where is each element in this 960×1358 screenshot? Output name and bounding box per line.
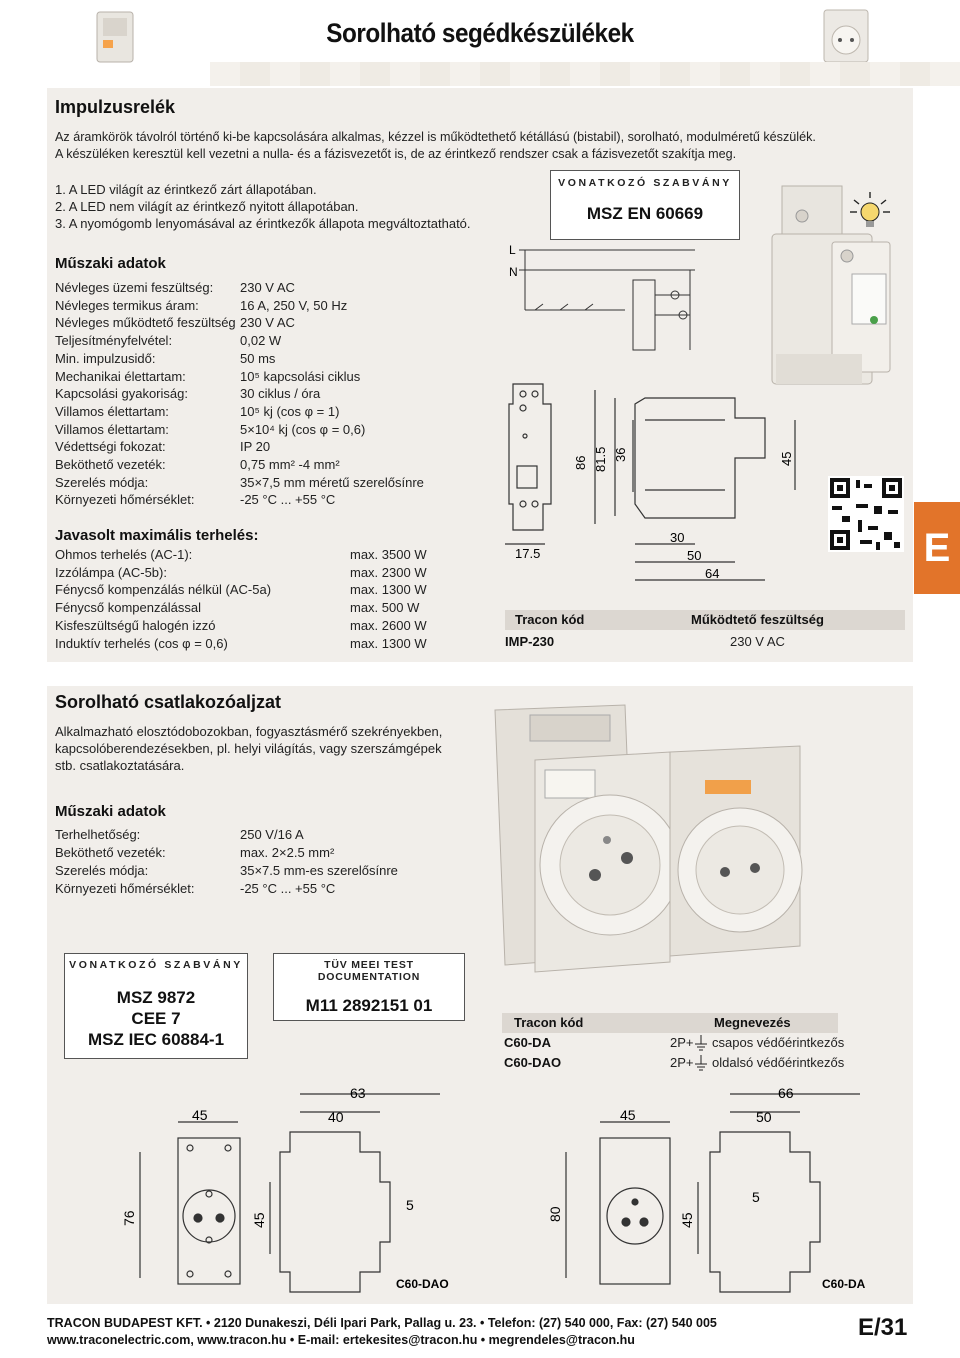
socket-intro-2: kapcsolóberendezésekben, pl. helyi világítás, vagy szerszámgépek [55,741,442,756]
dim-86: 86 [573,455,588,470]
socket-row-1-code: C60-DA [504,1035,551,1050]
spec-label: Induktív terhelés (cos φ = 0,6) [55,635,228,651]
socket-standard-box [64,953,248,1059]
spec-label: Izzólámpa (AC-5b): [55,564,167,580]
socket-standard-3: MSZ IEC 60884-1 [87,1030,225,1049]
spec-value: -25 °C ... +55 °C [240,492,336,508]
impulse-standard-box [550,170,740,240]
dim-right-66: 66 [778,1085,794,1101]
spec-value: max. 2300 W [350,564,427,580]
spec-value: 230 V AC [240,280,295,295]
spec-value: max. 2600 W [350,617,427,633]
spec-value: 230 V AC [240,315,295,331]
spec-value: 10⁵ kapcsolási ciklus [240,368,361,384]
spec-value: 0,02 W [240,333,282,349]
relay-photo [762,184,894,403]
intro-line-2: A készüléken keresztül kell vezetni a nulla- és a fázisvezetőt is, de az érintkező rendszer csak a fázisvezetőt szakítja meg. [55,147,737,161]
spec-label: Kisfeszültségű halogén izzó [55,617,216,633]
page-number: E/31 [858,1314,908,1341]
spec-value: 0,75 mm² -4 mm² [240,457,340,472]
dim-right-5: 5 [752,1189,760,1205]
socket-table-header [502,1013,838,1033]
socket-dimension-left [110,1082,460,1302]
ground-icon [694,1055,708,1076]
impulse-intro [55,129,915,163]
header-photo-relay [95,8,135,64]
header-stripe [210,62,960,86]
wiring-label-l: L [509,243,516,257]
spec-label: Beköthető vezeték: [55,457,166,472]
dim-17-5: 17.5 [515,546,541,561]
dim-30: 30 [670,530,685,545]
qr-code-relay[interactable] [828,476,904,552]
socket-intro [55,723,442,774]
socket-intro-3: stb. csatlakoztatására. [55,758,185,773]
spec-label: Beköthető vezeték: [55,845,166,860]
socket-standard-head: VONATKOZÓ SZABVÁNY [69,959,243,971]
spec-label: Szerelés módja: [55,863,149,878]
impulse-title: Impulzusrelék [55,97,176,117]
spec-label: Névleges működtető feszültség [55,315,236,331]
dim-left-5: 5 [406,1197,414,1213]
ground-icon [694,1035,708,1056]
spec-label: Teljesítményfelvétel: [55,333,173,349]
socket-row-2-code: C60-DAO [504,1055,562,1070]
spec-value: 50 ms [240,350,276,366]
spec-value: max. 3500 W [350,547,427,562]
spec-value: 30 ciklus / óra [240,386,321,402]
spec-value: 16 A, 250 V, 50 Hz [240,297,348,313]
dim-left-45: 45 [192,1107,208,1123]
socket-intro-1: Alkalmazható elosztódobozokban, fogyasztásmérő szekrényekben, [55,724,443,739]
spec-label: Terhelhetőség: [55,827,141,842]
spec-label: Kapcsolási gyakoriság: [55,386,188,402]
spec-value: -25 °C ... +55 °C [240,881,336,896]
dim-left-63: 63 [350,1085,366,1101]
spec-label: Mechanikai élettartam: [55,368,186,384]
relay-table-head-code: Tracon kód [515,612,585,627]
spec-value: max. 2×2.5 mm² [240,845,335,860]
spec-value: max. 1300 W [350,635,427,651]
standard-value: MSZ EN 60669 [586,204,704,223]
wiring-label-n: N [509,265,518,279]
spec-value: max. 500 W [350,600,420,616]
dim-right-80: 80 [547,1206,563,1222]
dim-64: 64 [705,566,720,581]
spec-label: Védettségi fokozat: [55,439,166,455]
socket-row-1-name: csapos védőérintkezős [712,1035,845,1050]
spec-value: 5×10⁴ kj (cos φ = 0,6) [240,421,366,437]
spec-label: Villamos élettartam: [55,403,169,419]
dim-45: 45 [779,451,794,466]
dim-left-40: 40 [328,1109,344,1125]
socket-table-head-code: Tracon kód [514,1015,584,1030]
note-2: 2. A LED nem világít az érintkező nyitott állapotában. [55,199,359,214]
note-3: 3. A nyomógomb lenyomásával az érintkezők állapota megváltoztatható. [55,216,471,231]
socket-specs-title: Műszaki adatok [55,803,166,820]
tuv-value: M11 2892151 01 [305,996,433,1015]
tuv-box [273,953,465,1021]
dim-right-45b: 45 [679,1212,695,1228]
dim-left-45b: 45 [251,1212,267,1228]
dim-50: 50 [687,548,702,563]
socket-standard-2: CEE 7 [131,1009,181,1028]
relay-dimension-drawing [495,380,815,600]
spec-value: 10⁵ kj (cos φ = 1) [240,403,340,419]
spec-label: Környezeti hőmérséklet: [55,881,195,896]
dim-right-label: C60-DA [822,1277,866,1291]
wiring-diagram [505,240,705,375]
socket-title: Sorolható csatlakozóaljzat [55,692,282,712]
footer-contact[interactable]: www.traconelectric.com, www.tracon.hu • E-mail: ertekesites@tracon.hu • megrendeles@tracon.hu [47,1333,635,1347]
impulse-load-title: Javasolt maximális terhelés: [55,527,259,544]
socket-row-2-name: oldalsó védőérintkezős [712,1055,845,1070]
socket-row-1-prefix: 2P+ [670,1035,694,1050]
relay-table-header [505,610,905,630]
note-1: 1. A LED világít az érintkező zárt állapotában. [55,182,317,197]
relay-table-head-voltage: Működtető feszültség [691,612,824,627]
impulse-notes [55,181,471,232]
impulse-specs-title: Műszaki adatok [55,255,166,272]
spec-label: Környezeti hőmérséklet: [55,492,195,508]
socket-photo [475,700,810,1005]
spec-label: Min. impulzusidő: [55,350,156,366]
relay-table-code: IMP-230 [505,634,555,649]
spec-label: Ohmos terhelés (AC-1): [55,547,193,562]
spec-label: Szerelés módja: [55,474,149,490]
relay-table-voltage: 230 V AC [730,634,785,649]
tuv-head: TÜV MEEI TEST DOCUMENTATION [317,959,421,983]
dim-left-76: 76 [121,1210,137,1226]
intro-line-1: Az áramkörök távolról történő ki-be kapcsolására alkalmas, kézzel is működtethető kétállású (bistabil), sorolható, modulméretű készülék. [55,130,816,144]
spec-value: IP 20 [240,439,271,455]
dim-right-45: 45 [620,1107,636,1123]
header-photo-socket [822,8,870,64]
dim-left-label: C60-DAO [396,1277,449,1291]
spec-value: max. 1300 W [350,582,427,598]
footer-address: TRACON BUDAPEST KFT. • 2120 Dunakeszi, Déli Ipari Park, Pallag u. 23. • Telefon: (27) 540 000, Fax: (27) 540 005 [47,1316,717,1330]
dim-81-5: 81.5 [593,446,608,472]
spec-value: 35×7.5 mm-es szerelősínre [240,863,398,878]
spec-label: Névleges üzemi feszültség: [55,280,214,295]
section-tab-e: E [914,502,960,594]
page-title: Sorolható segédkészülékek [326,18,634,48]
socket-dimension-right [530,1082,880,1302]
standard-head: VONATKOZÓ SZABVÁNY [558,177,732,189]
spec-value: 35×7,5 mm méretű szerelősínre [240,474,424,490]
dim-right-50: 50 [756,1109,772,1125]
socket-row-2-prefix: 2P+ [670,1055,694,1070]
socket-table-head-name: Megnevezés [714,1015,791,1030]
socket-standard-1: MSZ 9872 [116,988,196,1007]
spec-label: Fénycső kompenzálás nélkül (AC-5a) [55,582,272,598]
spec-label: Villamos élettartam: [55,421,169,437]
spec-label: Névleges termikus áram: [55,297,199,313]
dim-36: 36 [613,447,628,462]
spec-label: Fénycső kompenzálással [55,600,201,616]
spec-value: 250 V/16 A [240,827,304,842]
